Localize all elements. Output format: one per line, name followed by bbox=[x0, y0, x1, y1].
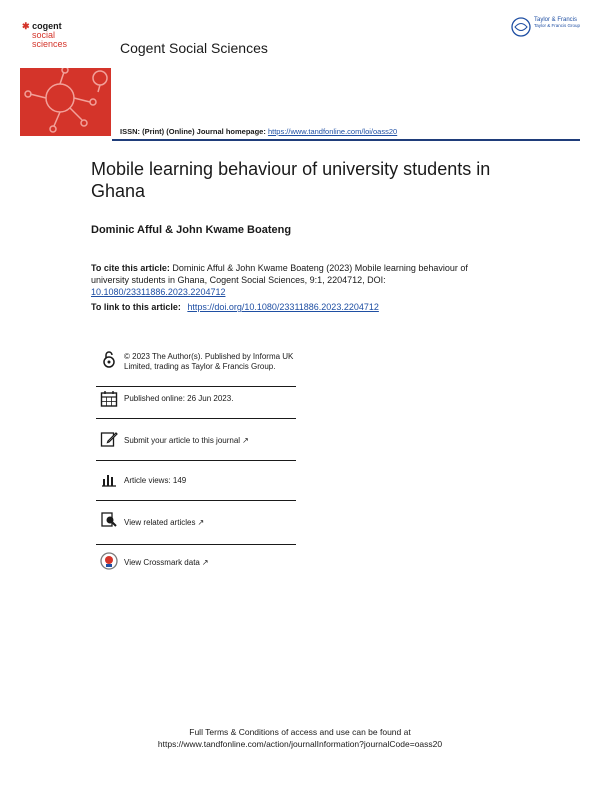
bar-chart-icon bbox=[100, 470, 118, 488]
crossmark-box[interactable] bbox=[96, 552, 296, 586]
license-box: © 2023 The Author(s). Published by Informa UK Limited, trading as Taylor & Francis Group. bbox=[96, 350, 296, 387]
published-box: Published online: 26 Jun 2023. bbox=[96, 390, 296, 419]
journal-homepage-link[interactable]: https://www.tandfonline.com/loi/oass20 bbox=[267, 127, 398, 136]
related-articles-box[interactable] bbox=[96, 510, 296, 545]
publisher-name: Taylor & Francis Taylor & Francis Group bbox=[534, 17, 581, 28]
cogent-logo: ✱ cogent social sciences bbox=[22, 21, 68, 49]
open-access-lock-icon bbox=[100, 350, 118, 368]
article-link-line: To link to this article: https://doi.org/10.1080/23311886.2023.2204712 bbox=[91, 302, 379, 312]
calendar-icon bbox=[100, 390, 118, 408]
submit-article-link[interactable]: Submit your article to this journal bbox=[124, 436, 241, 445]
doi-link[interactable]: 10.1080/23311886.2023.2204712 bbox=[91, 287, 226, 297]
issn-line: ISSN: (Print) (Online) Journal homepage: https://www.tandfonline.com/loi/oass20 bbox=[120, 127, 398, 136]
external-link-icon: ↗ bbox=[242, 436, 249, 445]
related-articles-link[interactable]: View related articles bbox=[124, 518, 196, 527]
footer: Full Terms & Conditions of access and use can be found at https://www.tandfonline.com/action/journalInformation?journalCode=oass20 bbox=[0, 726, 600, 750]
external-link-icon: ↗ bbox=[201, 558, 209, 567]
cover-artwork bbox=[20, 68, 111, 136]
submit-article-box[interactable] bbox=[96, 430, 296, 461]
crossmark-icon bbox=[100, 552, 118, 570]
footer-link[interactable]: https://www.tandfonline.com/action/journalInformation?journalCode=oass20 bbox=[157, 739, 443, 749]
edit-icon bbox=[100, 430, 118, 448]
related-articles-icon bbox=[100, 510, 118, 528]
cogent-star-icon: ✱ bbox=[22, 21, 30, 31]
article-title: Mobile learning behaviour of university students in Ghana bbox=[91, 159, 491, 201]
journal-title: Cogent Social Sciences bbox=[120, 40, 268, 56]
external-link-icon: ↗ bbox=[197, 518, 205, 527]
crossmark-link[interactable]: View Crossmark data bbox=[124, 558, 200, 567]
header-rule bbox=[112, 139, 580, 141]
citation: To cite this article: Dominic Afful & John Kwame Boateng (2023) Mobile learning behaviour of university students in Ghana, Cogent Social Sciences, 9:1, 2204712, DOI: 10.1080/23311886.2023.2204712 bbox=[91, 263, 468, 297]
views-box: Article views: 149 bbox=[96, 470, 296, 501]
journal-cover bbox=[20, 20, 111, 136]
article-link[interactable]: https://doi.org/10.1080/23311886.2023.2204712 bbox=[187, 302, 379, 312]
article-authors: Dominic Afful & John Kwame Boateng bbox=[91, 224, 292, 236]
